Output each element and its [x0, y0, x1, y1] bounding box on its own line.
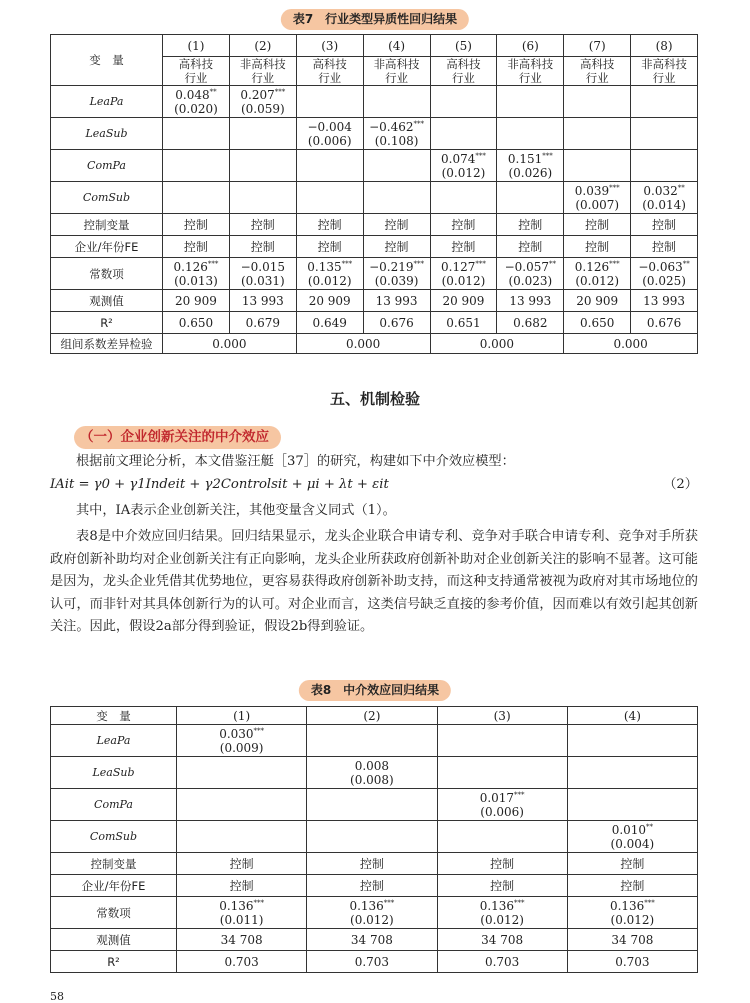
table-cell [296, 182, 363, 214]
table-cell [564, 258, 631, 290]
table-cell [177, 725, 307, 757]
significance-stars: *** [609, 259, 620, 268]
table-cell [437, 757, 567, 789]
table-cell: 0.650 [163, 312, 230, 334]
coefficient: 0.126 [173, 259, 208, 274]
table-cell [307, 789, 437, 821]
table-cell [497, 118, 564, 150]
table-cell: 0.703 [567, 951, 697, 973]
table-cell [363, 86, 430, 118]
table-cell [307, 725, 437, 757]
table-cell [430, 182, 497, 214]
table-cell [631, 118, 698, 150]
coefficient: 0.039 [574, 183, 610, 198]
table-cell: 控制 [430, 236, 497, 258]
industry-type-line: 行业 [451, 71, 475, 85]
coefficient: 0.136 [349, 898, 384, 913]
table-cell: 控制 [229, 214, 296, 236]
table-cell [229, 86, 296, 118]
industry-type-line: 行业 [184, 71, 208, 85]
table-row [51, 757, 698, 789]
table-cell: 20 909 [163, 290, 230, 312]
table-cell: 控制 [229, 236, 296, 258]
standard-error: (0.012) [575, 273, 620, 288]
significance-stars: *** [475, 259, 486, 268]
standard-error: (0.007) [575, 197, 620, 212]
standard-error: (0.008) [350, 772, 394, 787]
industry-type-line: 高科技 [579, 57, 615, 71]
row-label: LeaSub [51, 118, 163, 150]
table-row [51, 214, 698, 236]
significance-stars: *** [514, 790, 525, 799]
significance-stars: ** [646, 822, 654, 831]
table-cell: 34 708 [307, 929, 437, 951]
table7 [50, 34, 698, 354]
table-row [51, 897, 698, 929]
standard-error: (0.004) [610, 836, 655, 851]
table-cell [497, 86, 564, 118]
significance-stars: *** [413, 119, 425, 128]
significance-stars: ** [209, 87, 217, 96]
standard-error: (0.009) [219, 740, 264, 755]
industry-type [430, 57, 497, 86]
significance-stars: *** [253, 726, 265, 735]
diff-test-value: 0.000 [564, 334, 698, 354]
table-cell [229, 150, 296, 182]
row-label: 企业/年份FE [51, 236, 163, 258]
standard-error: (0.059) [240, 101, 285, 116]
table-cell: 34 708 [177, 929, 307, 951]
industry-type-line: 行业 [251, 71, 275, 85]
table7-caption: 表7 行业类型异质性回归结果 [281, 9, 469, 30]
column-number: (4) [363, 35, 430, 57]
industry-type [363, 57, 430, 86]
significance-stars: ** [549, 259, 557, 268]
industry-type-line: 非高科技 [373, 57, 420, 71]
table-cell: 控制 [296, 236, 363, 258]
table-cell [307, 897, 437, 929]
table-cell [437, 789, 567, 821]
table-cell: 13 993 [497, 290, 564, 312]
page-number: 58 [50, 990, 64, 1003]
significance-stars: *** [207, 259, 219, 268]
table-cell [163, 258, 230, 290]
table-row [51, 875, 698, 897]
table-row [51, 118, 698, 150]
significance-stars: *** [413, 259, 425, 268]
coefficient: 0.207 [240, 87, 275, 102]
table-row [51, 853, 698, 875]
industry-type-line: 行业 [318, 71, 342, 85]
row-label: ComSub [51, 821, 177, 853]
coefficient: −0.004 [307, 119, 352, 134]
column-number: (3) [437, 707, 567, 725]
paragraph-definition: 其中，IA表示企业创新关注，其他变量含义同式（1）。 [76, 503, 396, 518]
standard-error: (0.013) [174, 273, 218, 288]
table-cell [307, 757, 437, 789]
table-row [51, 929, 698, 951]
standard-error: (0.023) [508, 273, 553, 288]
table-cell: 控制 [163, 214, 230, 236]
significance-stars: *** [609, 183, 620, 192]
table-cell [631, 150, 698, 182]
table-row [51, 86, 698, 118]
row-label: ComSub [51, 182, 163, 214]
table-cell [497, 258, 564, 290]
table-cell: 0.649 [296, 312, 363, 334]
table-cell [567, 821, 697, 853]
table-cell: 控制 [296, 214, 363, 236]
coefficient: −0.219 [369, 259, 414, 274]
significance-stars: *** [644, 898, 655, 907]
table-cell: 0.703 [307, 951, 437, 973]
column-number: (5) [430, 35, 497, 57]
industry-type [631, 57, 698, 86]
table-cell [567, 897, 697, 929]
table-cell [177, 789, 307, 821]
table-row [51, 951, 698, 973]
section-title: 五、机制检验 [329, 390, 420, 408]
industry-type [497, 57, 564, 86]
coefficient: −0.015 [240, 259, 286, 274]
table-cell: 控制 [567, 853, 697, 875]
table-cell [363, 150, 430, 182]
table-cell [363, 258, 430, 290]
standard-error: (0.012) [480, 912, 524, 927]
table-cell: 控制 [564, 214, 631, 236]
row-label: 常数项 [51, 258, 163, 290]
standard-error: (0.031) [240, 273, 285, 288]
table-cell: 控制 [497, 236, 564, 258]
table-row [51, 725, 698, 757]
table-cell [430, 150, 497, 182]
standard-error: (0.006) [480, 804, 524, 819]
standard-error: (0.025) [642, 273, 686, 288]
standard-error: (0.014) [642, 197, 686, 212]
table-cell [229, 182, 296, 214]
table-cell: 0.682 [497, 312, 564, 334]
variable-header: 变 量 [51, 707, 177, 725]
header-row [51, 35, 698, 57]
table-cell [631, 258, 698, 290]
table-cell: 34 708 [437, 929, 567, 951]
industry-type-line: 行业 [652, 71, 676, 85]
coefficient: 0.126 [574, 259, 610, 274]
column-number: (2) [229, 35, 296, 57]
column-number: (2) [307, 707, 437, 725]
coefficient: 0.010 [611, 822, 647, 837]
row-label: 观测值 [51, 929, 177, 951]
table-cell [296, 258, 363, 290]
table-cell [564, 150, 631, 182]
table-cell: 34 708 [567, 929, 697, 951]
table-cell: 0.676 [631, 312, 698, 334]
table-row [51, 290, 698, 312]
equation-number: （2） [663, 477, 698, 492]
significance-stars: *** [253, 898, 265, 907]
table-cell: 控制 [497, 214, 564, 236]
table-cell [296, 118, 363, 150]
equation [50, 475, 698, 495]
coefficient: −0.063 [638, 259, 683, 274]
significance-stars: *** [383, 898, 395, 907]
table-cell [163, 118, 230, 150]
industry-type [163, 57, 230, 86]
table-cell: 0.703 [177, 951, 307, 973]
table-cell [177, 821, 307, 853]
paragraph-results: 表8是中介效应回归结果。回归结果显示，龙头企业联合申请专利、竞争对手联合申请专利、竞争对手所获政府创新补助均对企业创新关注有正向影响，龙头企业所获政府创新补助对企业创新关注的影响不显著。这可能是因为，龙头企业凭借其优势地位，更容易获得政府创新补助支持，而这种支持通常被视为政府对其市场地位的认可，而非针对其具体创新行为的认可。对企业而言，这类信号缺乏直接的参考价值，因而难以有效引起其创新关注。因此，假设2a部分得到验证，假设2b得到验证。 [50, 529, 698, 634]
row-label: LeaPa [51, 725, 177, 757]
table-cell [497, 150, 564, 182]
table-cell: 控制 [631, 214, 698, 236]
row-label: 企业/年份FE [51, 875, 177, 897]
column-number: (8) [631, 35, 698, 57]
table-cell [296, 86, 363, 118]
row-label: 控制变量 [51, 853, 177, 875]
industry-type-line: 行业 [585, 71, 609, 85]
table-cell [567, 757, 697, 789]
table-cell [163, 182, 230, 214]
industry-type-line: 高科技 [312, 57, 347, 71]
row-label: 组间系数差异检验 [51, 334, 163, 354]
table-cell: 13 993 [363, 290, 430, 312]
table-row [51, 150, 698, 182]
coefficient: 0.127 [441, 259, 476, 274]
standard-error: (0.012) [441, 273, 486, 288]
diff-test-row [51, 334, 698, 354]
row-label: R² [51, 312, 163, 334]
table-cell: 20 909 [296, 290, 363, 312]
table-row [51, 182, 698, 214]
coefficient: 0.135 [307, 259, 342, 274]
standard-error: (0.012) [441, 165, 486, 180]
table-cell [163, 86, 230, 118]
coefficient: 0.136 [479, 898, 515, 913]
table-cell: 控制 [363, 236, 430, 258]
row-label: 常数项 [51, 897, 177, 929]
industry-type [564, 57, 631, 86]
table-cell: 控制 [567, 875, 697, 897]
subsection-title: （一）企业创新关注的中介效应 [74, 426, 281, 449]
table-row [51, 236, 698, 258]
table-cell: 13 993 [631, 290, 698, 312]
row-label: ComPa [51, 150, 163, 182]
table-cell [363, 118, 430, 150]
column-number: (1) [163, 35, 230, 57]
table-cell [567, 789, 697, 821]
significance-stars: ** [682, 259, 690, 268]
table-cell: 控制 [307, 875, 437, 897]
table-cell: 控制 [564, 236, 631, 258]
table-cell [631, 86, 698, 118]
table-cell: 20 909 [430, 290, 497, 312]
table-cell: 控制 [307, 853, 437, 875]
standard-error: (0.012) [307, 273, 352, 288]
table-cell [437, 725, 567, 757]
table-cell: 控制 [631, 236, 698, 258]
table-cell: 0.650 [564, 312, 631, 334]
row-label: LeaPa [51, 86, 163, 118]
table-cell: 控制 [430, 214, 497, 236]
paragraph-intro: 根据前文理论分析，本文借鉴汪艇［37］的研究，构建如下中介效应模型： [76, 454, 515, 469]
table-cell: 20 909 [564, 290, 631, 312]
header-row [51, 707, 698, 725]
significance-stars: *** [475, 151, 486, 160]
table8 [50, 706, 698, 973]
significance-stars: ** [677, 183, 685, 192]
table-cell: 控制 [163, 236, 230, 258]
coefficient: 0.048 [175, 87, 210, 102]
table-cell [363, 182, 430, 214]
equation-formula: IAit = γ0 + γ1Indeit + γ2Controlsit + μi + λt + εit [50, 477, 389, 492]
table-cell: 13 993 [229, 290, 296, 312]
table-cell [437, 897, 567, 929]
table-cell [567, 725, 697, 757]
coefficient: 0.151 [507, 151, 543, 166]
table-cell [177, 757, 307, 789]
table-cell [430, 86, 497, 118]
table-cell [430, 118, 497, 150]
standard-error: (0.012) [610, 912, 655, 927]
coefficient: 0.136 [609, 898, 645, 913]
table-cell: 0.676 [363, 312, 430, 334]
table-cell [437, 821, 567, 853]
significance-stars: *** [514, 898, 525, 907]
industry-type-line: 高科技 [446, 57, 481, 71]
table-row [51, 789, 698, 821]
coefficient: 0.008 [354, 758, 390, 773]
row-label: LeaSub [51, 757, 177, 789]
table-row [51, 258, 698, 290]
table-cell [564, 118, 631, 150]
coefficient: −0.462 [369, 119, 414, 134]
column-number: (7) [564, 35, 631, 57]
diff-test-value: 0.000 [163, 334, 297, 354]
standard-error: (0.026) [508, 165, 553, 180]
standard-error: (0.006) [307, 133, 352, 148]
row-label: 控制变量 [51, 214, 163, 236]
column-number: (6) [497, 35, 564, 57]
table-cell [430, 258, 497, 290]
coefficient: 0.136 [219, 898, 254, 913]
table-cell [307, 821, 437, 853]
industry-type-line: 非高科技 [507, 57, 554, 71]
industry-type-line: 非高科技 [641, 57, 688, 71]
coefficient: −0.057 [504, 259, 550, 274]
table-cell [564, 182, 631, 214]
table-cell [631, 182, 698, 214]
industry-type-line: 非高科技 [239, 57, 286, 71]
industry-type [229, 57, 296, 86]
table-cell: 控制 [177, 875, 307, 897]
column-number: (1) [177, 707, 307, 725]
table-cell [296, 150, 363, 182]
table-cell [564, 86, 631, 118]
table-cell [177, 897, 307, 929]
coefficient: 0.032 [643, 183, 678, 198]
standard-error: (0.011) [219, 912, 264, 927]
table8-caption: 表8 中介效应回归结果 [299, 680, 451, 701]
significance-stars: *** [341, 259, 353, 268]
table-cell [229, 258, 296, 290]
table-cell [229, 118, 296, 150]
table-cell: 控制 [177, 853, 307, 875]
table-cell: 0.703 [437, 951, 567, 973]
table-row [51, 821, 698, 853]
table-row [51, 312, 698, 334]
column-number: (3) [296, 35, 363, 57]
coefficient: 0.074 [441, 151, 476, 166]
row-label: R² [51, 951, 177, 973]
variable-header: 变 量 [51, 35, 163, 86]
row-label: 观测值 [51, 290, 163, 312]
standard-error: (0.039) [374, 273, 419, 288]
significance-stars: *** [274, 87, 286, 96]
standard-error: (0.108) [374, 133, 419, 148]
table-cell: 0.651 [430, 312, 497, 334]
standard-error: (0.012) [350, 912, 394, 927]
column-number: (4) [567, 707, 697, 725]
table-cell: 控制 [363, 214, 430, 236]
industry-type-line: 高科技 [178, 57, 214, 71]
table-cell [163, 150, 230, 182]
industry-type [296, 57, 363, 86]
row-label: ComPa [51, 789, 177, 821]
industry-type-line: 行业 [518, 71, 542, 85]
coefficient: 0.017 [479, 790, 515, 805]
significance-stars: *** [542, 151, 553, 160]
coefficient: 0.030 [219, 726, 254, 741]
table-cell: 0.679 [229, 312, 296, 334]
standard-error: (0.020) [174, 101, 218, 116]
diff-test-value: 0.000 [430, 334, 564, 354]
industry-type-line: 行业 [385, 71, 409, 85]
diff-test-value: 0.000 [296, 334, 430, 354]
table-cell: 控制 [437, 853, 567, 875]
table-cell: 控制 [437, 875, 567, 897]
table-cell [497, 182, 564, 214]
